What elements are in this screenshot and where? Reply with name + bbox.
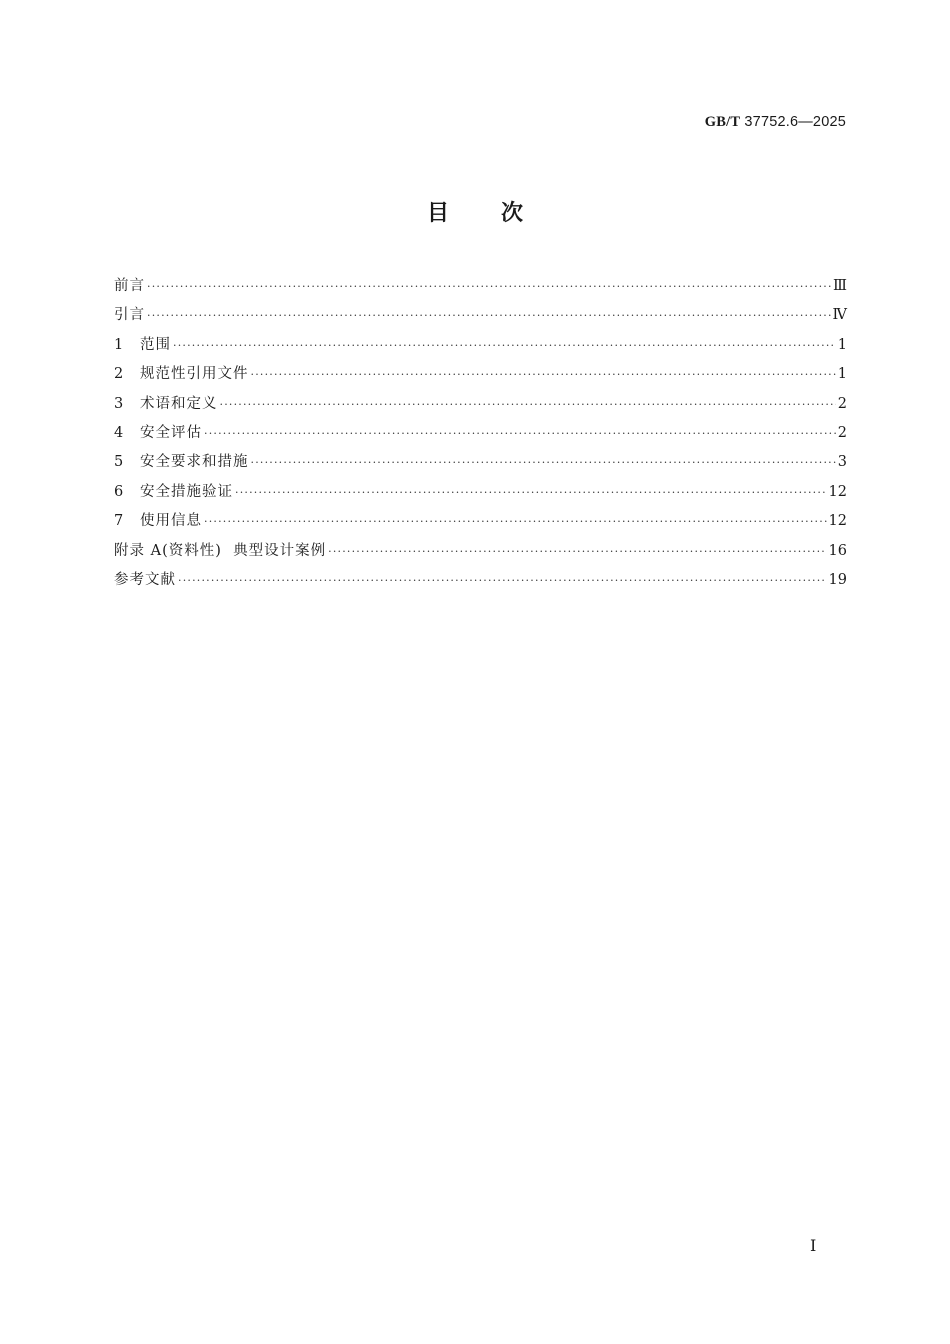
toc-entry-label: 参考文献 (114, 571, 176, 588)
standard-code: 37752.6—2025 (740, 114, 846, 130)
toc-entry-terms-definitions[interactable] (114, 390, 847, 419)
toc-entry-page: 19 (828, 571, 847, 588)
toc-leader-dots (235, 478, 827, 507)
toc-leader-dots (204, 419, 836, 448)
toc-entry-safety-assessment[interactable] (114, 419, 847, 448)
toc-leader-dots (220, 390, 836, 419)
toc-entry-label: 术语和定义 (140, 395, 218, 412)
toc-entry-label: 安全要求和措施 (140, 454, 249, 471)
toc-entry-label: 前言 (114, 278, 145, 294)
toc-entry-scope[interactable] (114, 331, 847, 360)
toc-entry-page: 2 (837, 395, 847, 412)
standard-prefix: GB/T (704, 114, 741, 130)
toc-entry-introduction[interactable] (114, 301, 847, 330)
toc-entry-number: 4 (114, 424, 124, 441)
toc-leader-dots (328, 537, 826, 566)
toc-entry-page: 16 (828, 542, 847, 559)
toc-entry-safety-verification[interactable] (114, 478, 847, 507)
toc-entry-annex-a[interactable] (114, 537, 847, 566)
toc-entry-bibliography[interactable] (114, 566, 847, 595)
toc-entry-foreword[interactable] (114, 272, 847, 301)
toc-entry-label: 使用信息 (140, 513, 202, 530)
toc-entry-page: 3 (837, 454, 847, 471)
toc-entry-number: 7 (114, 513, 124, 530)
toc-entry-label: 安全评估 (140, 424, 202, 441)
toc-entry-number: 2 (114, 366, 124, 383)
table-of-contents (114, 272, 847, 595)
toc-entry-page: 1 (837, 366, 847, 383)
toc-leader-dots (147, 272, 831, 301)
toc-entry-number: 5 (114, 454, 124, 471)
toc-entry-normative-references[interactable] (114, 360, 847, 389)
toc-entry-label: 附录 A(资料性) 典型设计案例 (114, 542, 327, 559)
toc-entry-page: Ⅳ (832, 307, 847, 324)
toc-entry-label: 引言 (114, 307, 145, 324)
toc-entry-page: 12 (828, 483, 847, 500)
toc-leader-dots (173, 331, 836, 360)
toc-entry-number: 6 (114, 483, 124, 500)
toc-entry-label: 规范性引用文件 (140, 366, 249, 383)
toc-entry-page: Ⅲ (833, 278, 847, 294)
toc-leader-dots (147, 301, 831, 330)
toc-entry-number: 1 (114, 336, 124, 353)
toc-entry-usage-information[interactable] (114, 507, 847, 536)
toc-entry-page: 2 (837, 424, 847, 441)
toc-leader-dots (251, 360, 836, 389)
page-number: Ⅰ (810, 1238, 817, 1255)
toc-leader-dots (251, 448, 836, 477)
toc-entry-safety-requirements[interactable] (114, 448, 847, 477)
toc-entry-number: 3 (114, 395, 124, 412)
toc-leader-dots (178, 566, 827, 595)
page-title: 目次 (426, 201, 575, 226)
toc-entry-label: 安全措施验证 (140, 483, 233, 500)
toc-leader-dots (204, 507, 827, 536)
toc-entry-page: 1 (837, 336, 847, 353)
toc-entry-page: 12 (828, 513, 847, 530)
toc-entry-label: 范围 (140, 336, 171, 353)
standard-number (705, 114, 846, 131)
